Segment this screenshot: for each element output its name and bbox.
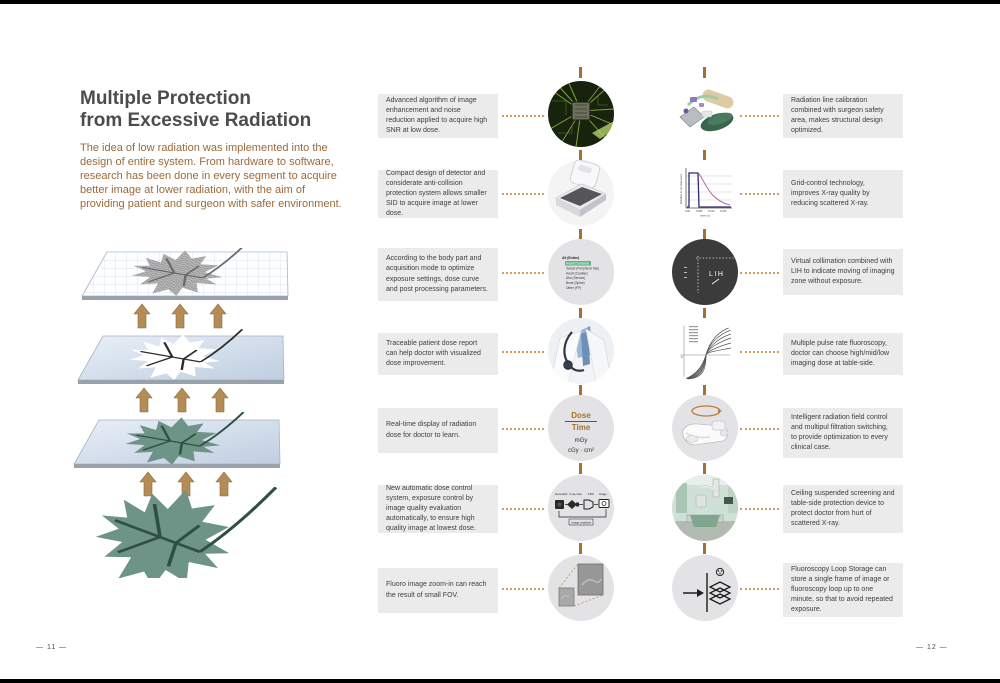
menu-item: Vessel (Peripheral Vas)	[566, 266, 600, 271]
control-loop-diagram	[548, 475, 614, 541]
body-part-menu	[548, 239, 614, 305]
connector-dash	[579, 463, 582, 474]
operating-room-photo	[672, 475, 738, 541]
pulse-xtick: 0.00	[685, 210, 691, 213]
feature-text: Grid-control technology, improves X-ray quality by reducing scattered X-ray.	[783, 170, 903, 218]
connector-dots	[502, 351, 544, 353]
doctor-photo	[548, 318, 614, 384]
feature-text: Fluoroscopy Loop Storage can store a single frame of image or fluoroscopy loop up to one minute, so that to avoid repeated exposure.	[783, 563, 903, 617]
menu-item: All (Entire)	[562, 256, 580, 260]
arrow-up	[212, 388, 228, 412]
unit-cgycm2: cGy · cm²	[568, 448, 594, 454]
feature-text: According to the body part and acquisition mode to optimize exposure settings, dose curve and post processing parameters.	[378, 248, 498, 301]
flow-label: Generator	[555, 492, 568, 496]
filter-part-render	[672, 395, 738, 461]
pulse-xlabel: time (s)	[700, 213, 710, 218]
connector-dash	[703, 463, 706, 474]
page-number-left: — 11 —	[36, 644, 68, 651]
lih-label: LIH	[709, 271, 725, 278]
detector-render	[548, 160, 614, 226]
feature-text: Multiple pulse rate fluoroscopy, doctor can choose high/mid/low imaging dose at table-side.	[783, 333, 903, 375]
connector-dots	[740, 428, 779, 430]
feature-text: New automatic dose control system, exposure control by image quality evaluation automatically, to ensure high quality image at lowest dose.	[378, 485, 498, 533]
menu-item: Heart (Cardiac)	[566, 271, 588, 276]
feature-text: Virtual collimation combined with LIH to indicate moving of imaging zone without exposure.	[783, 249, 903, 295]
menu-item: Other (FP)	[566, 285, 582, 290]
flow-label: FPD	[588, 492, 594, 496]
connector-dash	[579, 543, 582, 554]
pulse-ylabel: Relative X-ray Exposure	[679, 173, 683, 204]
feature-text: Intelligent radiation field control and multipul filtration switching, to provide optimization to every clinical case.	[783, 408, 903, 458]
pulse-xtick: 0.010	[708, 210, 715, 213]
connector-dots	[502, 115, 544, 117]
pulse-waveform-chart	[672, 160, 738, 226]
menu-item: Bone (Spine)	[566, 281, 585, 285]
lih-collimation	[672, 239, 738, 305]
feature-text: Ceiling suspended screening and table-side protection device to protect doctor from hurt of scattered X-ray.	[783, 485, 903, 533]
menu-item-selected: Head (Cerebral)	[566, 261, 589, 266]
unit-mgy: mGy	[574, 438, 588, 444]
feedback-label: Image analysis	[570, 520, 592, 525]
feature-text: Advanced algorithm of image enhancement and noise reduction applied to acquire high SNR at low dose.	[378, 94, 498, 138]
circuit-chip-photo	[548, 81, 614, 147]
connector-dots	[502, 272, 544, 274]
loop-storage-icon	[672, 555, 738, 621]
arrow-up	[140, 472, 156, 496]
title-line-1: Multiple Protection	[80, 88, 251, 109]
page-number-right: — 12 —	[916, 644, 948, 651]
top-border	[0, 0, 1000, 4]
connector-dots	[740, 588, 779, 590]
arrow-up	[174, 388, 190, 412]
connector-dash	[579, 67, 582, 78]
connector-dots	[740, 508, 779, 510]
connector-dots	[502, 508, 544, 510]
feature-text: Fluoro image zoom-in can reach the result of small FOV.	[378, 568, 498, 613]
arrow-up	[134, 304, 150, 328]
feature-text: Real-time display of radiation dose for doctor to learn.	[378, 408, 498, 453]
dose-label: Dose	[571, 411, 591, 420]
s-curves-chart	[672, 318, 738, 384]
arrow-up	[216, 472, 232, 496]
connector-dots	[502, 588, 544, 590]
connector-dots	[740, 272, 779, 274]
pulse-xtick: 0.015	[720, 210, 727, 213]
arrow-up	[172, 304, 188, 328]
feature-text: Traceable patient dose report can help doctor with visualized dose improvement.	[378, 333, 498, 375]
page-title	[80, 88, 311, 133]
dose-time-readout	[548, 395, 614, 461]
pulse-xtick: 0.005	[696, 210, 703, 213]
svg-text:0: 0	[681, 355, 683, 359]
layer-digital-image	[82, 248, 288, 303]
menu-item: Abd (Service)	[566, 276, 586, 281]
feature-text: Compact design of detector and considerate anti-collision protection system allows smaller SID to acquire image at lower dose.	[378, 170, 498, 218]
image-monitor-icon	[599, 500, 609, 508]
xray-zoom-in	[548, 555, 614, 621]
arrow-up	[136, 388, 152, 412]
connector-dash	[703, 67, 706, 78]
layer-object-plate	[74, 397, 280, 472]
connector-dots	[502, 193, 544, 195]
time-label: Time	[571, 423, 591, 432]
cad-carm-model	[672, 81, 738, 147]
connector-dots	[502, 428, 544, 430]
flow-label: X-ray tube	[569, 492, 582, 496]
connector-dots	[740, 351, 779, 353]
arrow-up	[210, 304, 226, 328]
connector-dots	[740, 115, 779, 117]
connector-dots	[740, 193, 779, 195]
leaf-xray-illustration	[30, 248, 340, 578]
intro-paragraph: The idea of low radiation was implemented into the design of entire system. From hardware to software, research has been done in every segment to acquire better image at lower radiation, with the aim of providing patient and surgeon with safer environment.	[80, 142, 342, 210]
title-line-2: from Excessive Radiation	[80, 110, 312, 132]
flow-label: Image	[599, 492, 607, 496]
bottom-border	[0, 679, 1000, 683]
connector-dash	[703, 543, 706, 554]
feature-text: Radiation line calibration combined with surgeon safety area, makes structural design optimized.	[783, 94, 903, 138]
